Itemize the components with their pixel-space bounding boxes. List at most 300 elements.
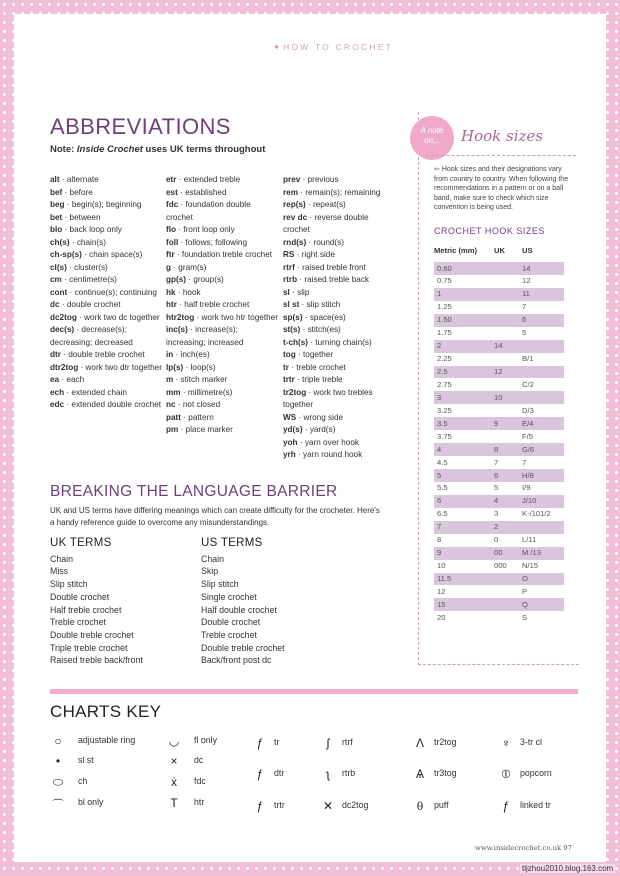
abbreviation-meaning: · millimetre(s) xyxy=(180,387,233,397)
abbreviation-key: m xyxy=(166,375,174,384)
stitch-symbol-icon: ⬭ xyxy=(52,775,64,789)
abbreviation-entry xyxy=(283,237,395,250)
abbreviation-meaning: · treble crochet xyxy=(288,362,346,372)
abbreviation-key: blo xyxy=(50,225,63,234)
metric-cell: 0.60 xyxy=(437,263,452,273)
abbreviation-entry xyxy=(283,324,395,337)
metric-cell: 5 xyxy=(437,470,442,480)
uk-term: Half treble crochet xyxy=(50,604,122,615)
stitch-symbol-icon: ƒ xyxy=(256,736,264,750)
hook-size-row xyxy=(434,611,564,624)
abbreviation-meaning: · slip stitch xyxy=(299,300,341,309)
hook-size-row xyxy=(434,573,564,586)
abbreviation-key: bet xyxy=(50,212,63,222)
stitch-symbol-icon: ✕ xyxy=(322,799,334,813)
abbreviation-key: dc2tog xyxy=(50,312,77,322)
abbreviation-entry xyxy=(50,387,162,400)
abbreviation-column-1 xyxy=(50,174,162,412)
abbreviation-key: rem xyxy=(283,187,299,197)
abbreviation-entry xyxy=(50,237,162,250)
stitch-symbol-icon: ƒ xyxy=(256,767,264,781)
abbreviation-entry xyxy=(166,237,278,250)
abbreviation-key: dtr xyxy=(50,350,61,359)
abbreviation-entry xyxy=(50,224,162,237)
uk-cell: 0 xyxy=(494,535,499,545)
chart-key-label: linked tr xyxy=(520,800,551,810)
abbreviation-key: rnd(s) xyxy=(283,237,307,247)
abbreviation-meaning: · round(s) xyxy=(306,237,344,247)
abbreviation-entry xyxy=(166,187,278,200)
stitch-symbol-icon: ◡ xyxy=(168,734,180,748)
us-cell: S xyxy=(522,612,528,622)
metric-cell: 3 xyxy=(437,392,442,402)
note-badge: A note on... xyxy=(410,116,454,160)
abbreviation-entry xyxy=(50,174,162,187)
uk-cell: 000 xyxy=(494,561,507,571)
abbreviation-entry xyxy=(50,399,162,412)
abbreviation-meaning: · yard(s) xyxy=(302,425,336,434)
pink-rule xyxy=(50,689,578,694)
abbreviation-entry xyxy=(283,412,395,425)
abbreviation-meaning: · raised treble front xyxy=(294,262,366,272)
abbreviation-key: ftr xyxy=(166,250,175,259)
abbreviation-meaning: · wrong side xyxy=(296,412,344,422)
abbreviation-entry xyxy=(283,312,395,325)
us-cell: 7 xyxy=(522,457,527,467)
abbreviation-entry xyxy=(283,249,395,262)
stitch-symbol-icon: ʃ xyxy=(326,736,330,750)
hook-size-row xyxy=(434,301,564,314)
charts-key-title: CHARTS KEY xyxy=(50,702,162,721)
abbreviation-entry xyxy=(283,187,395,200)
uk-term: Raised treble back/front xyxy=(50,655,143,666)
metric-cell: 4.5 xyxy=(437,457,448,467)
abbreviation-key: rtrb xyxy=(283,275,298,284)
us-term: Double treble crochet xyxy=(201,642,285,653)
uk-term: Triple treble crochet xyxy=(50,642,128,653)
us-cell: O xyxy=(522,574,528,583)
hook-size-row xyxy=(434,598,564,611)
abbreviation-entry xyxy=(166,224,278,237)
chart-key-label: trtr xyxy=(274,800,285,810)
abbreviation-meaning: · between xyxy=(62,212,101,222)
abbreviation-key: bef xyxy=(50,187,63,197)
uk-cell: 4 xyxy=(494,496,499,506)
uk-cell: 10 xyxy=(494,392,503,402)
hook-size-row xyxy=(434,288,564,301)
abbreviation-key: lp(s) xyxy=(166,362,184,372)
abbreviation-entry xyxy=(50,262,162,275)
abbreviation-meaning: · chain space(s) xyxy=(81,250,143,259)
metric-cell: 1 xyxy=(437,289,442,299)
abbreviation-key: t-ch(s) xyxy=(283,337,309,347)
abbreviation-key: etr xyxy=(166,175,177,184)
abbreviation-key: foll xyxy=(166,237,179,247)
us-term: Half double crochet xyxy=(201,604,277,615)
abbreviation-key: cm xyxy=(50,275,62,284)
abbreviation-key: yoh xyxy=(283,437,298,447)
abbreviation-meaning: · group(s) xyxy=(186,275,224,284)
abbreviation-meaning: · foundation double crochet xyxy=(166,200,251,222)
us-cell: E/4 xyxy=(522,418,534,428)
abbreviation-meaning: · remain(s); remaining xyxy=(298,187,381,197)
divider xyxy=(426,155,576,156)
abbreviation-entry xyxy=(283,262,395,275)
abbreviation-key: tog xyxy=(283,350,296,359)
us-cell: B/1 xyxy=(522,354,534,364)
abbreviation-meaning: · loop(s) xyxy=(183,362,216,372)
abbreviation-key: tr xyxy=(283,362,289,372)
abbreviation-key: mm xyxy=(166,387,181,397)
hook-size-row xyxy=(434,417,564,430)
abbreviation-meaning: · chain(s) xyxy=(69,237,106,247)
abbreviation-key: trtr xyxy=(283,375,295,384)
stitch-symbol-icon: ○ xyxy=(54,734,62,748)
abbreviation-meaning: · work two htr together xyxy=(194,312,278,322)
hook-size-row xyxy=(434,404,564,417)
abbreviation-key: yrh xyxy=(283,450,296,459)
abbreviation-key: cont xyxy=(50,287,68,297)
abbreviation-meaning: · right side xyxy=(294,250,335,259)
abbreviation-meaning: · inch(es) xyxy=(173,350,210,359)
abbreviation-entry xyxy=(283,449,395,462)
hook-size-row xyxy=(434,353,564,366)
chart-key-label: bl only xyxy=(78,797,104,807)
abbreviation-meaning: · space(es) xyxy=(302,312,346,322)
abbreviation-meaning: · double treble crochet xyxy=(60,350,145,359)
abbreviation-entry xyxy=(166,249,278,262)
metric-cell: 1.25 xyxy=(437,302,452,312)
stitch-symbol-icon: ʅ xyxy=(326,767,330,781)
abbreviation-column-2 xyxy=(166,174,278,437)
abbreviation-entry xyxy=(50,374,162,387)
uk-term: Double crochet xyxy=(50,591,110,602)
abbreviation-meaning: · established xyxy=(177,187,227,197)
abbreviation-meaning: · cluster(s) xyxy=(66,262,108,272)
chart-key-label: 3-tr cl xyxy=(520,737,542,747)
abbreviation-entry xyxy=(166,274,278,287)
chart-key-label: tr xyxy=(274,737,280,747)
hook-size-row xyxy=(434,314,564,327)
abbreviation-key: gp(s) xyxy=(166,275,187,284)
chart-key-label: dc xyxy=(194,755,204,765)
abbreviation-meaning: · before xyxy=(62,187,93,197)
abbreviation-entry xyxy=(166,424,278,437)
abbreviation-meaning: · turning chain(s) xyxy=(308,337,372,347)
chart-key-label: puff xyxy=(434,800,449,810)
uk-term: Slip stitch xyxy=(50,579,88,590)
chart-key-label: dtr xyxy=(274,768,285,778)
stitch-symbol-icon: ♆ xyxy=(501,736,511,750)
abbreviation-entry xyxy=(166,199,278,224)
abbreviation-entry xyxy=(50,349,162,362)
abbreviation-entry xyxy=(283,174,395,187)
stitch-symbol-icon: ƒ xyxy=(256,799,264,813)
stitch-symbol-icon: Λ xyxy=(415,736,424,750)
abbreviation-entry xyxy=(50,249,162,262)
hook-sizes-table xyxy=(434,262,564,624)
abbreviation-entry xyxy=(50,212,162,225)
metric-cell: 2.5 xyxy=(437,367,448,376)
hook-sizes-title: Hook sizes xyxy=(461,127,543,145)
stitch-symbol-icon: • xyxy=(55,754,61,768)
abbreviation-key: st(s) xyxy=(283,325,301,334)
us-cell: 5 xyxy=(522,328,527,338)
abbreviation-key: fdc xyxy=(166,200,179,209)
abbreviation-entry xyxy=(283,424,395,437)
us-term: Skip xyxy=(201,566,219,577)
abbreviation-key: dtr2tog xyxy=(50,362,79,372)
metric-cell: 9 xyxy=(437,548,442,558)
abbreviation-key: est xyxy=(166,187,178,197)
abbreviation-key: yd(s) xyxy=(283,425,303,434)
uk-cell: 7 xyxy=(494,457,499,467)
metric-cell: 3.25 xyxy=(437,405,452,415)
abbreviation-key: prev xyxy=(283,175,301,184)
us-cell: P xyxy=(522,586,528,596)
abbreviation-key: htr xyxy=(166,300,177,309)
stitch-symbol-icon: T xyxy=(170,796,178,810)
stitch-symbol-icon: ẋ xyxy=(171,775,177,789)
abbreviation-meaning: · stitch marker xyxy=(173,375,228,384)
stitch-symbol-icon: × xyxy=(170,754,178,768)
chart-key-label: adjustable ring xyxy=(78,735,136,745)
us-term: Double crochet xyxy=(201,617,261,628)
abbreviation-key: g xyxy=(166,262,172,272)
abbreviation-entry xyxy=(283,337,395,350)
stitch-symbol-icon: ⌒ xyxy=(51,798,64,812)
abbreviation-meaning: · hook xyxy=(175,287,201,297)
metric-cell: 20 xyxy=(437,612,446,622)
abbreviation-key: alt xyxy=(50,175,60,184)
abbreviation-entry xyxy=(166,399,278,412)
abbreviation-entry xyxy=(50,187,162,200)
metric-cell: 7 xyxy=(437,522,442,532)
us-term: Single crochet xyxy=(201,591,257,602)
abbreviation-key: inc(s) xyxy=(166,325,188,334)
abbreviation-key: rev dc xyxy=(283,212,308,222)
hook-size-row xyxy=(434,482,564,495)
abbreviation-entry xyxy=(283,349,395,362)
stitch-symbol-icon: ⍬ xyxy=(416,799,424,813)
us-cell: I/9 xyxy=(522,483,531,493)
abbreviation-meaning: · back loop only xyxy=(62,225,122,234)
col-metric: Metric (mm) xyxy=(434,246,478,255)
stitch-symbol-icon: ⦶ xyxy=(501,767,511,781)
hook-size-row xyxy=(434,378,564,391)
chart-key-label: rtrf xyxy=(342,737,353,747)
metric-cell: 1.50 xyxy=(437,315,452,325)
abbreviation-meaning: · yarn round hook xyxy=(295,450,363,459)
us-cell: M /13 xyxy=(522,548,541,558)
abbreviation-key: hk xyxy=(166,287,176,297)
us-cell: 6 xyxy=(522,315,527,325)
chart-key-label: fl only xyxy=(194,735,217,745)
uk-terms-list xyxy=(50,537,143,667)
abbreviations-note: Note: Inside Crochet uses UK terms throughout xyxy=(50,144,266,155)
uk-cell: 00 xyxy=(494,548,503,558)
hook-size-row xyxy=(434,547,564,560)
abbreviation-entry xyxy=(283,362,395,375)
hook-size-row xyxy=(434,560,564,573)
uk-term: Double treble crochet xyxy=(50,629,134,640)
chart-key-label: dc2tog xyxy=(342,800,369,810)
abbreviations-title: ABBREVIATIONS xyxy=(50,114,231,139)
chart-key-label: htr xyxy=(194,797,205,807)
abbreviation-meaning: · pattern xyxy=(181,412,214,422)
col-us: US xyxy=(522,246,533,255)
uk-cell: 6 xyxy=(494,470,499,480)
metric-cell: 11.5 xyxy=(437,574,452,583)
abbreviation-meaning: · follows; following xyxy=(178,237,247,247)
hook-size-row xyxy=(434,340,564,353)
hook-size-row xyxy=(434,443,564,456)
us-cell: 11 xyxy=(522,289,530,299)
abbreviation-meaning: · double crochet xyxy=(59,300,121,309)
abbreviation-entry xyxy=(50,274,162,287)
abbreviation-key: nc xyxy=(166,400,176,409)
hook-size-row xyxy=(434,430,564,443)
abbreviation-meaning: · half treble crochet xyxy=(176,300,250,309)
metric-cell: 10 xyxy=(437,561,446,571)
abbreviation-entry xyxy=(166,312,278,325)
abbreviation-meaning: · gram(s) xyxy=(171,262,207,272)
chart-key-label: popcorn xyxy=(520,768,552,778)
uk-cell: 8 xyxy=(494,444,499,454)
abbreviation-key: tr2tog xyxy=(283,387,307,397)
us-cell: N/15 xyxy=(522,561,539,571)
metric-cell: 2.75 xyxy=(437,379,452,389)
abbreviation-meaning: · each xyxy=(59,375,85,384)
abbreviation-key: pm xyxy=(166,425,179,434)
us-term: Back/front post dc xyxy=(201,655,272,666)
abbreviation-entry xyxy=(166,374,278,387)
abbreviation-key: sl xyxy=(283,287,290,297)
uk-cell: 3 xyxy=(494,509,499,519)
abbreviation-column-3 xyxy=(283,174,395,462)
hook-sizes-subtitle: CROCHET HOOK SIZES xyxy=(434,226,545,236)
abbreviation-key: sl st xyxy=(283,300,300,309)
abbreviation-entry xyxy=(166,324,278,349)
metric-cell: 5.5 xyxy=(437,483,448,493)
abbreviation-entry xyxy=(50,312,162,325)
us-cell: 12 xyxy=(522,276,531,286)
metric-cell: 15 xyxy=(437,599,446,609)
abbreviation-key: rtrf xyxy=(283,262,295,272)
abbreviation-key: RS xyxy=(283,250,295,259)
abbreviation-entry xyxy=(283,199,395,212)
hook-size-row xyxy=(434,391,564,404)
abbreviation-entry xyxy=(50,362,162,375)
abbreviation-meaning: · extended treble xyxy=(176,175,241,184)
hook-size-row xyxy=(434,456,564,469)
us-cell: F/5 xyxy=(522,431,533,441)
abbreviation-entry xyxy=(283,387,395,412)
metric-cell: 12 xyxy=(437,586,446,596)
chart-key-label: rtrb xyxy=(342,768,356,778)
abbreviation-key: flo xyxy=(166,225,177,234)
metric-cell: 3.5 xyxy=(437,418,448,428)
us-cell: K-/101/2 xyxy=(522,509,551,519)
us-cell: 14 xyxy=(522,263,531,273)
abbreviation-entry xyxy=(166,349,278,362)
abbreviation-meaning: · work two dtr together xyxy=(78,362,162,372)
abbreviation-meaning: · together xyxy=(295,350,334,359)
abbreviation-key: htr2tog xyxy=(166,312,195,322)
us-cell: Q xyxy=(522,599,528,609)
section-tab xyxy=(250,14,416,66)
abbreviation-meaning: · work two dc together xyxy=(76,312,160,322)
abbreviation-entry xyxy=(166,174,278,187)
chart-key-label: fdc xyxy=(194,776,206,786)
hook-size-row xyxy=(434,508,564,521)
abbreviation-key: ch-sp(s) xyxy=(50,250,82,259)
uk-cell: 5 xyxy=(494,483,499,493)
uk-term: Miss xyxy=(50,566,69,577)
hook-size-row xyxy=(434,495,564,508)
abbreviation-entry xyxy=(283,299,395,312)
metric-cell: 2 xyxy=(437,341,442,351)
abbreviation-entry xyxy=(166,387,278,400)
abbreviation-entry xyxy=(166,262,278,275)
us-cell: L/11 xyxy=(522,535,537,545)
abbreviation-key: edc xyxy=(50,400,65,409)
abbreviation-meaning: · triple treble xyxy=(294,375,343,384)
watermark: tljzhou2010.blog.163.com xyxy=(522,864,614,873)
abbreviation-entry xyxy=(50,287,162,300)
abbreviation-entry xyxy=(50,199,162,212)
abbreviation-key: WS xyxy=(283,412,297,422)
abbreviation-entry xyxy=(50,324,162,349)
language-intro: UK and US terms have differing meanings which can create difficulty for the crocheter. Here's a handy reference guide to overcome any misunderstandings. xyxy=(50,506,380,527)
stitch-symbol-icon: ƒ xyxy=(502,799,510,813)
abbreviation-meaning: · not closed xyxy=(175,400,221,409)
abbreviation-key: beg xyxy=(50,200,65,209)
abbreviation-meaning: · centimetre(s) xyxy=(61,275,117,284)
abbreviation-entry xyxy=(283,374,395,387)
hook-size-row xyxy=(434,585,564,598)
uk-cell: 12 xyxy=(494,367,503,376)
hook-size-row xyxy=(434,327,564,340)
abbreviation-key: ech xyxy=(50,387,65,397)
hook-size-row xyxy=(434,262,564,275)
uk-terms-heading: UK TERMS xyxy=(50,537,112,549)
abbreviation-meaning: · continue(s); continuing xyxy=(67,287,157,297)
chart-key-label: tr2tog xyxy=(434,737,457,747)
abbreviation-entry xyxy=(166,299,278,312)
footer: www.insidecrochet.co.uk 97 xyxy=(475,844,572,852)
us-terms-heading: US TERMS xyxy=(201,537,263,549)
abbreviation-entry xyxy=(166,362,278,375)
uk-term: Chain xyxy=(50,553,73,564)
metric-cell: 6 xyxy=(437,496,442,506)
abbreviation-meaning: · repeat(s) xyxy=(305,200,346,209)
metric-cell: 8 xyxy=(437,535,442,545)
abbreviation-meaning: · place marker xyxy=(178,425,233,434)
abbreviation-meaning: · extended chain xyxy=(64,387,127,397)
abbreviation-meaning: · increase(s); increasing; increased xyxy=(166,325,244,347)
arrow-icon: ⇐ xyxy=(434,166,442,173)
abbreviation-meaning: · slip xyxy=(289,287,310,297)
abbreviation-meaning: · alternate xyxy=(59,175,99,184)
abbreviation-entry xyxy=(283,287,395,300)
abbreviation-meaning: · previous xyxy=(300,175,339,184)
metric-cell: 1.75 xyxy=(437,328,452,338)
abbreviation-meaning: · extended double crochet xyxy=(64,400,162,409)
abbreviation-key: ch(s) xyxy=(50,237,70,247)
abbreviation-key: cl(s) xyxy=(50,262,67,272)
hook-size-row xyxy=(434,275,564,288)
